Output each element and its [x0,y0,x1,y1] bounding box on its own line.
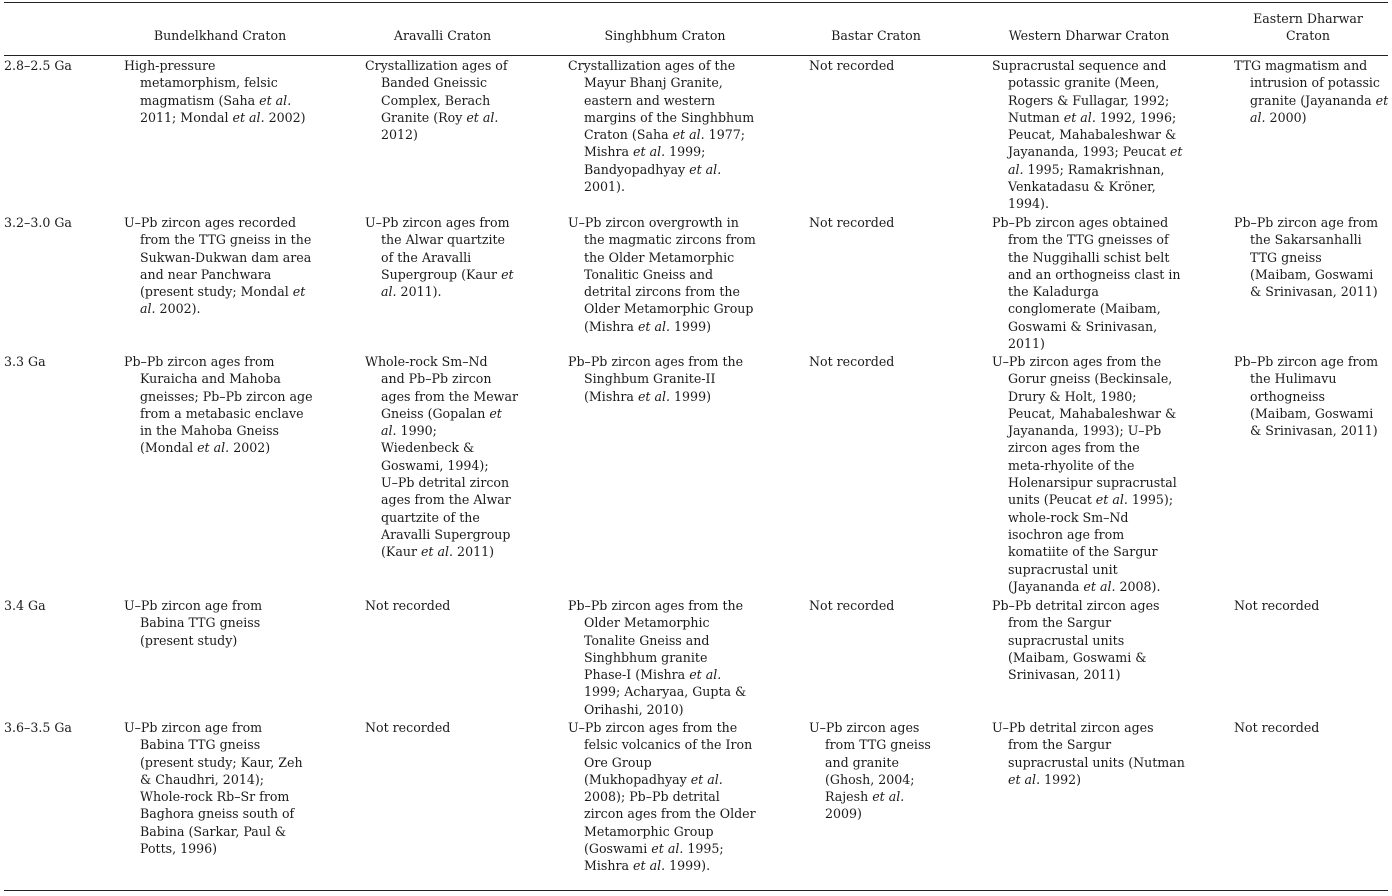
row-age-label: 3.4 Ga [4,598,46,613]
column-header: Aravalli Craton [393,28,492,43]
table-cell: Not recorded [1234,720,1320,735]
column-header: Bastar Craton [831,28,921,43]
column-header: Eastern Dharwar Craton [1253,11,1363,44]
table-cell: Pb–Pb zircon ages from the Singhbum Granite-II (Mishra et al. 1999) [568,354,744,404]
table-cell: Whole-rock Sm–Nd and Pb–Pb zircon ages from the Mewar Gneiss (Gopalan et al. 1990; Wiedenbeck & Goswami, 1994); U–Pb detrital zircon ages from the Alwar quartzite of the Aravalli Supergroup (Kaur et al. 2011) [365,354,518,560]
row-age-label: 2.8–2.5 Ga [4,58,72,73]
table-cell: Pb–Pb detrital zircon ages from the Sargur supracrustal units (Maibam, Goswami & Srinivasan, 2011) [992,598,1160,683]
table-cell: U–Pb zircon overgrowth in the magmatic zircons from the Older Metamorphic Tonalitic Gneiss and detrital zircons from the Older Metamorphic Group (Mishra et al. 1999) [568,215,756,334]
table-cell: Not recorded [365,598,451,613]
table-cell: Pb–Pb zircon ages from Kuraicha and Mahoba gneisses; Pb–Pb zircon age from a metabasic enclave in the Mahoba Gneiss (Mondal et al. 2002) [124,354,313,456]
row-age-label: 3.2–3.0 Ga [4,215,72,230]
table-top-rule [4,2,1388,3]
table-cell: Pb–Pb zircon ages from the Older Metamorphic Tonalite Gneiss and Singhbhum granite Phase-I (Mishra et al. 1999; Acharyaa, Gupta & Orihashi, 2010) [568,598,747,717]
column-header: Western Dharwar Craton [1008,28,1170,43]
row-age-label: 3.3 Ga [4,354,46,369]
table-cell: Pb–Pb zircon age from the Sakarsanhalli TTG gneiss (Maibam, Goswami & Srinivasan, 2011) [1234,215,1379,300]
table-cell: U–Pb zircon ages from TTG gneiss and granite (Ghosh, 2004; Rajesh et al. 2009) [809,720,931,822]
table-cell: Not recorded [809,354,895,369]
table-cell: Not recorded [809,58,895,73]
column-header: Bundelkhand Craton [153,28,287,43]
table-cell: U–Pb zircon age from Babina TTG gneiss (present study) [124,598,263,648]
row-age-label: 3.6–3.5 Ga [4,720,72,735]
table-cell: Not recorded [365,720,451,735]
table-cell: Supracrustal sequence and potassic granite (Meen, Rogers & Fullagar, 1992; Nutman et al. 1992, 1996; Peucat, Mahabaleshwar & Jayananda, 1993; Peucat et al. 1995; Ramakrishnan, Venkatadasu & Kröner, 1994). [992,58,1183,212]
table-bottom-rule [4,890,1388,891]
table-cell: High-pressure metamorphism, felsic magmatism (Saha et al. 2011; Mondal et al. 2002) [124,58,306,125]
table-cell: Not recorded [809,598,895,613]
table-cell: Pb–Pb zircon age from the Hulimavu orthogneiss (Maibam, Goswami & Srinivasan, 2011) [1234,354,1379,439]
table-cell: Crystallization ages of Banded Gneissic Complex, Berach Granite (Roy et al. 2012) [365,58,508,143]
table-header-rule [4,55,1388,56]
table-cell: U–Pb detrital zircon ages from the Sargur supracrustal units (Nutman et al. 1992) [992,720,1185,787]
table-cell: Not recorded [1234,598,1320,613]
table-cell: U–Pb zircon ages recorded from the TTG gneiss in the Sukwan-Dukwan dam area and near Panchwara (present study; Mondal et al. 2002). [124,215,312,317]
table-cell: U–Pb zircon ages from the felsic volcanics of the Iron Ore Group (Mukhopadhyay et al. 2008); Pb–Pb detrital zircon ages from the Older Metamorphic Group (Goswami et al. 1995; Mishra et al. 1999). [568,720,756,874]
table-cell: U–Pb zircon ages from the Gorur gneiss (Beckinsale, Drury & Holt, 1980; Peucat, Mahabaleshwar & Jayananda, 1993); U–Pb zircon ages from the meta-rhyolite of the Holenarsipur supracrustal units (Peucat et al. 1995); whole-rock Sm–Nd isochron age from komatiite of the Sargur supracrustal unit (Jayananda et al. 2008). [992,354,1177,594]
table-cell: U–Pb zircon age from Babina TTG gneiss (present study; Kaur, Zeh & Chaudhri, 2014); Whole-rock Rb–Sr from Baghora gneiss south of Babina (Sarkar, Paul & Potts, 1996) [124,720,303,857]
table-cell: TTG magmatism and intrusion of potassic granite (Jayananda et al. 2000) [1234,58,1389,125]
column-header: Singhbhum Craton [604,28,726,43]
table-cell: Pb–Pb zircon ages obtained from the TTG gneisses of the Nuggihalli schist belt and an orthogneiss clast in the Kaladurga conglomerate (Maibam, Goswami & Srinivasan, 2011) [992,215,1181,352]
table-cell: Not recorded [809,215,895,230]
table-cell: U–Pb zircon ages from the Alwar quartzite of the Aravalli Supergroup (Kaur et al. 2011). [365,215,514,300]
table-cell: Crystallization ages of the Mayur Bhanj Granite, eastern and western margins of the Singhbhum Craton (Saha et al. 1977; Mishra et al. 1999; Bandyopadhyay et al. 2001). [568,58,755,195]
